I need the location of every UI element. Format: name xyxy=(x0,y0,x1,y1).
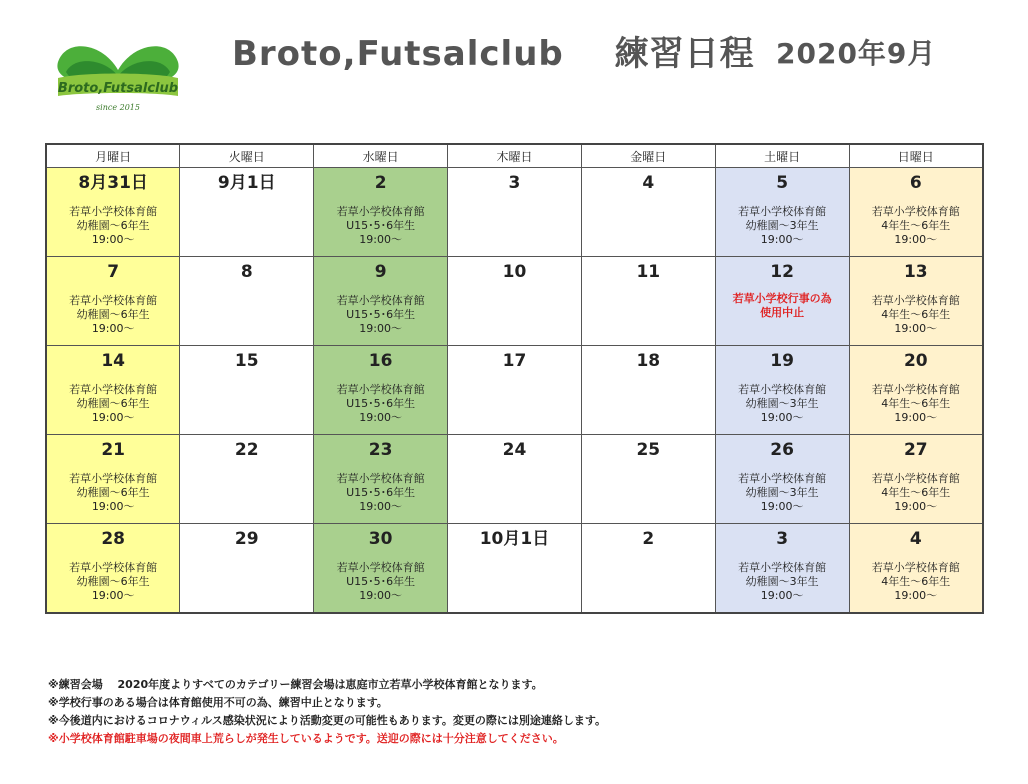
practice-info xyxy=(716,383,849,425)
day-number: 5 xyxy=(776,173,789,193)
calendar-day-cell xyxy=(715,346,849,435)
day-number: 6 xyxy=(909,173,922,193)
practice-line: 19:00～ xyxy=(91,233,135,246)
practice-line: 若草小学校体育館 xyxy=(871,472,960,485)
practice-info xyxy=(47,205,179,247)
calendar-day-cell xyxy=(849,435,983,524)
practice-line: 幼稚園～6年生 xyxy=(76,219,150,232)
calendar-day-cell xyxy=(180,524,314,614)
calendar-day-cell xyxy=(581,257,715,346)
practice-line: 若草小学校体育館 xyxy=(69,205,158,218)
practice-info xyxy=(850,205,982,247)
practice-info xyxy=(314,472,447,514)
calendar-day-cell xyxy=(448,435,582,524)
calendar-week-row xyxy=(46,257,983,346)
calendar-day-cell xyxy=(448,346,582,435)
practice-line: 若草小学校体育館 xyxy=(871,294,960,307)
calendar-day-cell xyxy=(448,524,582,614)
weekday-header: 火曜日 xyxy=(180,144,314,168)
day-number: 26 xyxy=(770,440,794,460)
title-schedule: 練習日程 xyxy=(614,34,755,74)
practice-line: U15･5･6年生 xyxy=(346,308,416,321)
day-number: 21 xyxy=(101,440,125,460)
practice-line: 幼稚園～3年生 xyxy=(745,486,819,499)
weekday-header-row xyxy=(46,144,983,168)
day-number: 4 xyxy=(642,173,655,193)
practice-info xyxy=(314,561,447,603)
day-number: 24 xyxy=(502,440,527,460)
practice-line: 19:00～ xyxy=(760,233,804,246)
day-number: 9 xyxy=(374,262,387,282)
weekday-header: 木曜日 xyxy=(448,144,582,168)
day-number: 20 xyxy=(903,351,928,371)
weekday-header: 月曜日 xyxy=(46,144,180,168)
practice-line: 幼稚園～6年生 xyxy=(76,575,150,588)
schedule-calendar xyxy=(45,143,984,614)
note-school-events: ※学校行事のある場合は体育館使用不可の為、練習中止となります。 xyxy=(48,696,388,709)
practice-line: 幼稚園～3年生 xyxy=(745,219,819,232)
practice-line: 19:00～ xyxy=(91,500,135,513)
practice-info xyxy=(314,294,447,336)
notes xyxy=(48,676,606,748)
page-title xyxy=(232,26,937,75)
practice-line: 4年生～6年生 xyxy=(881,308,951,321)
calendar-week-row xyxy=(46,346,983,435)
practice-line: 若草小学校体育館 xyxy=(69,561,158,574)
practice-line: 若草小学校体育館 xyxy=(738,472,827,485)
calendar-day-cell xyxy=(581,435,715,524)
practice-line: 19:00～ xyxy=(894,589,938,602)
practice-info xyxy=(47,294,179,336)
logo-text: Broto,Futsalclub xyxy=(57,81,179,96)
day-number: 8 xyxy=(240,262,253,282)
practice-line: 若草小学校体育館 xyxy=(738,383,827,396)
practice-info xyxy=(314,205,447,247)
day-number: 13 xyxy=(903,262,928,282)
practice-line: 幼稚園～3年生 xyxy=(745,575,819,588)
day-number: 2 xyxy=(374,173,387,193)
practice-info xyxy=(850,561,982,603)
day-number: 9月1日 xyxy=(217,173,276,193)
calendar-day-cell xyxy=(849,257,983,346)
calendar-day-cell xyxy=(581,168,715,257)
practice-line: 若草小学校体育館 xyxy=(871,561,960,574)
calendar-day-cell xyxy=(581,524,715,614)
practice-info xyxy=(716,472,849,514)
practice-info xyxy=(47,561,179,603)
day-number: 16 xyxy=(368,351,393,371)
practice-info xyxy=(850,472,982,514)
logo-since: since 2015 xyxy=(96,103,140,112)
day-number: 22 xyxy=(234,440,259,460)
practice-line: 幼稚園～6年生 xyxy=(76,397,150,410)
practice-info xyxy=(850,383,982,425)
practice-line: 19:00～ xyxy=(894,411,938,424)
day-number: 17 xyxy=(502,351,527,371)
calendar-week-row xyxy=(46,524,983,614)
calendar-day-cell xyxy=(180,257,314,346)
day-number: 18 xyxy=(636,351,661,371)
day-number: 2 xyxy=(642,529,655,549)
calendar-day-cell xyxy=(849,168,983,257)
practice-line: 19:00～ xyxy=(894,500,938,513)
practice-info xyxy=(850,294,982,336)
calendar-day-cell xyxy=(715,168,849,257)
day-number: 25 xyxy=(636,440,661,460)
practice-line: 19:00～ xyxy=(359,233,402,246)
practice-line: U15･5･6年生 xyxy=(346,575,416,588)
calendar-day-cell xyxy=(849,346,983,435)
day-number: 29 xyxy=(234,529,259,549)
practice-line: 幼稚園～3年生 xyxy=(745,397,819,410)
title-club-name: Broto,Futsalclub xyxy=(232,34,564,74)
calendar-week-row xyxy=(46,168,983,257)
practice-info xyxy=(47,383,179,425)
weekday-header: 土曜日 xyxy=(715,144,849,168)
practice-line: 若草小学校体育館 xyxy=(336,205,425,218)
practice-line: 幼稚園～6年生 xyxy=(76,486,150,499)
practice-line: U15･5･6年生 xyxy=(346,486,416,499)
day-number: 15 xyxy=(234,351,259,371)
practice-info xyxy=(716,205,849,247)
calendar-day-cell xyxy=(849,524,983,614)
note-parking-warning: ※小学校体育館駐車場の夜間車上荒らしが発生しているようです。送迎の際には十分注意してください。 xyxy=(48,732,564,745)
weekday-header: 日曜日 xyxy=(849,144,983,168)
practice-line: 19:00～ xyxy=(894,233,938,246)
practice-line: 若草小学校体育館 xyxy=(871,205,960,218)
calendar-day-cell xyxy=(180,346,314,435)
leaf-logo-icon xyxy=(52,36,184,120)
weekday-header: 水曜日 xyxy=(314,144,448,168)
calendar-day-cell xyxy=(46,346,180,435)
day-number: 10 xyxy=(502,262,527,282)
practice-line: 幼稚園～6年生 xyxy=(76,308,150,321)
practice-line: 若草小学校体育館 xyxy=(336,561,425,574)
practice-line: 使用中止 xyxy=(760,306,805,319)
calendar-day-cell xyxy=(180,435,314,524)
practice-line: 4年生～6年生 xyxy=(881,575,951,588)
note-covid: ※今後道内におけるコロナウィルス感染状況により活動変更の可能性もあります。変更の際には別途連絡します。 xyxy=(48,714,606,727)
calendar-day-cell xyxy=(448,257,582,346)
calendar-day-cell xyxy=(314,435,448,524)
practice-info xyxy=(716,561,849,603)
calendar-day-cell xyxy=(581,346,715,435)
day-number: 7 xyxy=(107,262,120,282)
day-number: 19 xyxy=(770,351,794,371)
practice-line: 19:00～ xyxy=(760,500,804,513)
calendar-day-cell xyxy=(448,168,582,257)
day-number: 14 xyxy=(101,351,125,371)
calendar-day-cell xyxy=(314,257,448,346)
practice-line: 4年生～6年生 xyxy=(881,397,951,410)
calendar-day-cell xyxy=(314,524,448,614)
calendar-day-cell xyxy=(715,435,849,524)
calendar-day-cell xyxy=(46,524,180,614)
day-number: 4 xyxy=(909,529,922,549)
practice-line: 4年生～6年生 xyxy=(881,486,951,499)
weekday-header: 金曜日 xyxy=(581,144,715,168)
day-number: 30 xyxy=(368,529,393,549)
practice-info xyxy=(47,472,179,514)
cancellation-notice xyxy=(716,292,849,320)
practice-line: 19:00～ xyxy=(359,500,402,513)
calendar-day-cell xyxy=(715,257,849,346)
practice-info xyxy=(314,383,447,425)
practice-line: 若草小学校体育館 xyxy=(336,294,425,307)
day-number: 3 xyxy=(776,529,789,549)
day-number: 12 xyxy=(770,262,794,282)
title-month: 2020年9月 xyxy=(776,37,937,70)
practice-line: 19:00～ xyxy=(359,411,402,424)
practice-line: U15･5･6年生 xyxy=(346,219,416,232)
club-logo xyxy=(52,36,184,120)
calendar-day-cell xyxy=(314,168,448,257)
day-number: 27 xyxy=(903,440,928,460)
note-venue: ※練習会場 2020年度よりすべてのカテゴリー練習会場は恵庭市立若草小学校体育館となります。 xyxy=(48,678,543,691)
practice-line: 19:00～ xyxy=(91,411,135,424)
calendar-day-cell xyxy=(715,524,849,614)
day-number: 28 xyxy=(101,529,125,549)
practice-line: 若草小学校体育館 xyxy=(336,383,425,396)
practice-line: U15･5･6年生 xyxy=(346,397,416,410)
practice-line: 19:00～ xyxy=(91,589,135,602)
practice-line: 19:00～ xyxy=(359,589,402,602)
practice-line: 若草小学校体育館 xyxy=(69,472,158,485)
practice-line: 19:00～ xyxy=(894,322,938,335)
practice-line: 若草小学校行事の為 xyxy=(732,292,832,305)
day-number: 10月1日 xyxy=(479,529,550,549)
practice-line: 4年生～6年生 xyxy=(881,219,951,232)
calendar-day-cell xyxy=(46,257,180,346)
day-number: 23 xyxy=(368,440,393,460)
calendar-day-cell xyxy=(46,168,180,257)
calendar-day-cell xyxy=(314,346,448,435)
practice-line: 19:00～ xyxy=(760,589,804,602)
practice-line: 若草小学校体育館 xyxy=(738,561,827,574)
practice-line: 若草小学校体育館 xyxy=(738,205,827,218)
practice-line: 19:00～ xyxy=(760,411,804,424)
practice-line: 若草小学校体育館 xyxy=(336,472,425,485)
calendar-day-cell xyxy=(46,435,180,524)
calendar-week-row xyxy=(46,435,983,524)
day-number: 3 xyxy=(508,173,521,193)
day-number: 11 xyxy=(636,262,661,282)
practice-line: 19:00～ xyxy=(91,322,135,335)
calendar-day-cell xyxy=(180,168,314,257)
practice-line: 若草小学校体育館 xyxy=(871,383,960,396)
practice-line: 若草小学校体育館 xyxy=(69,294,158,307)
practice-line: 19:00～ xyxy=(359,322,402,335)
practice-line: 若草小学校体育館 xyxy=(69,383,158,396)
day-number: 8月31日 xyxy=(78,173,148,193)
